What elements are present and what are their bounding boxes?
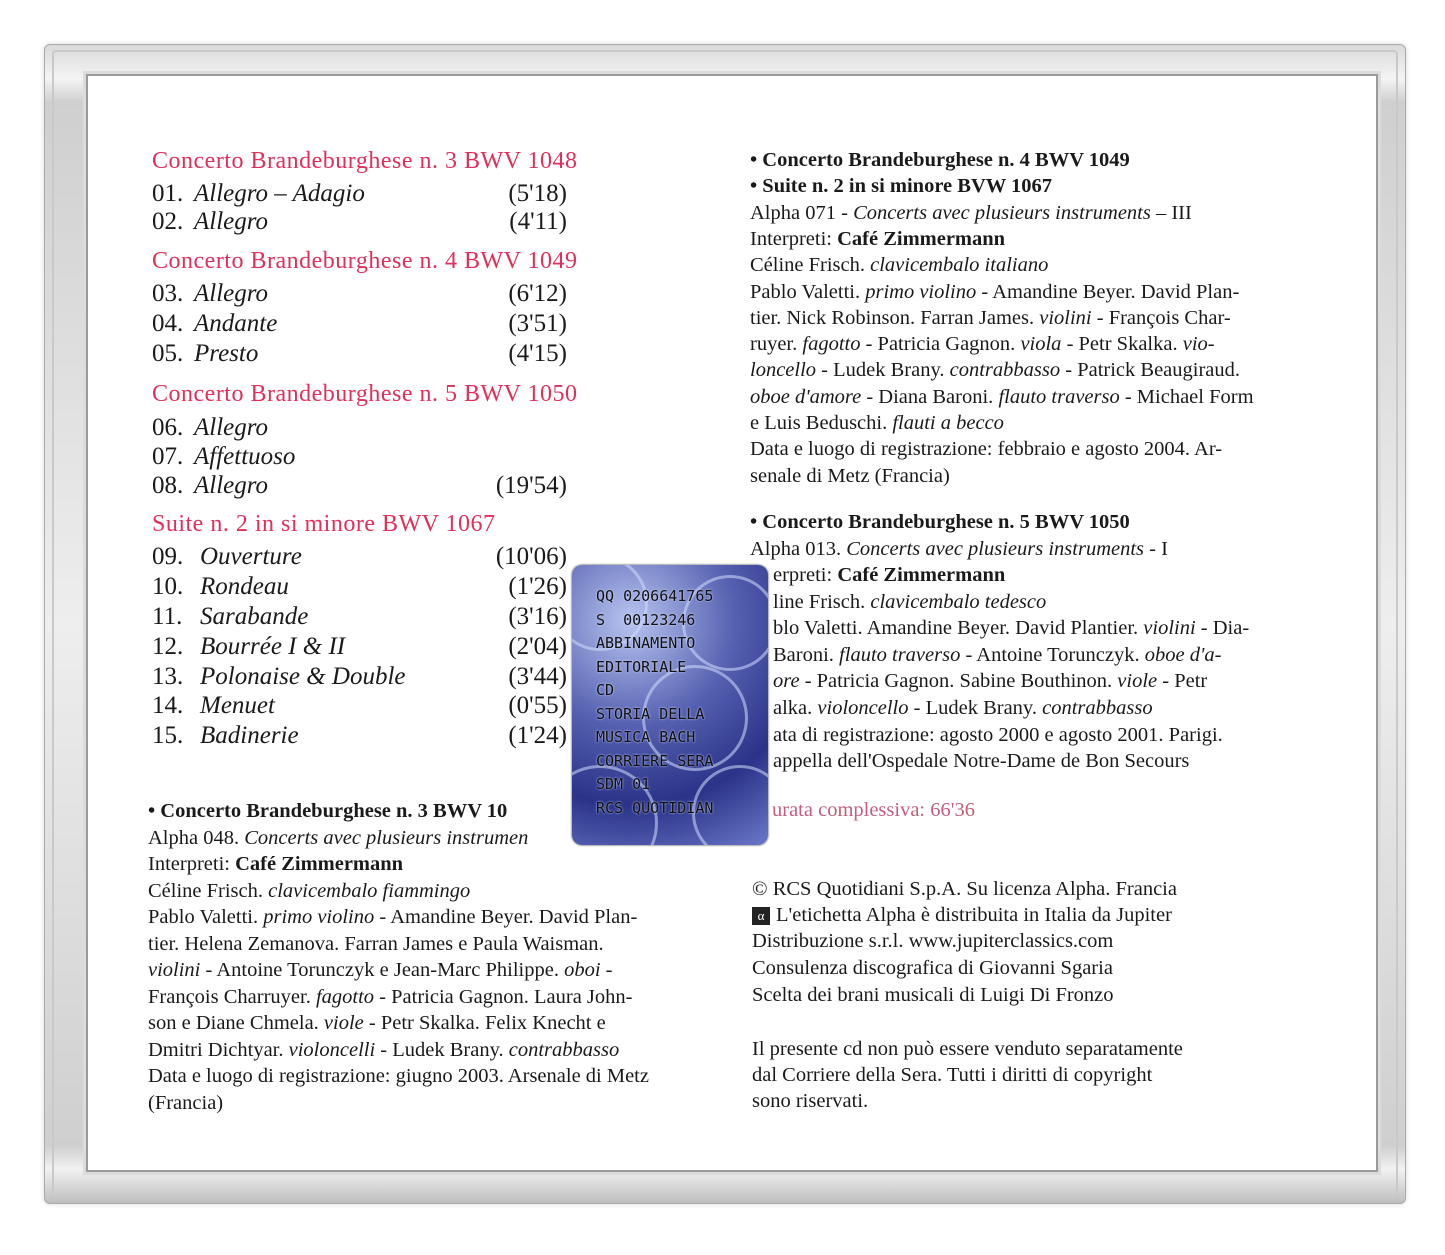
text-segment: erpreti:	[773, 564, 838, 586]
text-segment: - Patricia Gagnon.	[860, 333, 1021, 356]
text-segment: Concerts avec plusieurs instruments	[853, 201, 1151, 224]
track-number: 14.	[152, 692, 184, 719]
text-segment: Interpreti:	[148, 853, 236, 875]
text-segment: Interpreti:	[750, 227, 838, 250]
notice-text: sono riservati.	[752, 1090, 869, 1112]
text-segment: Concerts avec plusieurs instrumen	[244, 826, 529, 849]
text-segment: • Concerto Brandeburghese n. 3 BWV 10	[148, 800, 508, 822]
text-segment: flauti a becco	[892, 412, 1004, 434]
text-segment: flauto traverso	[839, 643, 961, 666]
credit-line	[148, 1092, 223, 1115]
track-title: Allegro	[194, 472, 269, 499]
track-title: Bourrée I & II	[200, 633, 346, 660]
notice-line	[752, 1090, 868, 1113]
track-title: Badinerie	[200, 722, 299, 749]
text-segment: senale di Metz (Francia)	[750, 464, 950, 487]
credit-line	[750, 228, 1005, 251]
text-segment: clavicembalo italiano	[870, 254, 1049, 277]
text-segment: - I	[1144, 537, 1168, 560]
credit-line	[148, 853, 403, 876]
copyright-line	[752, 878, 1177, 901]
text-segment: fagotto	[315, 985, 375, 1008]
text-segment: - Diana Baroni.	[861, 385, 999, 408]
text-segment: viole	[323, 1012, 364, 1034]
text-segment: violoncello	[817, 697, 909, 719]
text-segment: - Michael Form	[1119, 385, 1254, 408]
track-number: 02.	[152, 208, 184, 235]
text-segment: Café Zimmermann	[837, 564, 1006, 586]
track-title: Allegro	[194, 414, 269, 441]
credit-line	[750, 538, 1168, 561]
track-number: 03.	[152, 280, 184, 307]
credit-line	[148, 906, 637, 929]
text-segment: - Ludek Brany.	[908, 697, 1043, 719]
text-segment: Céline Frisch.	[750, 254, 871, 277]
text-segment: viole	[1117, 670, 1158, 693]
text-segment: - Ludek Brany.	[816, 359, 950, 382]
text-segment: - François Char-	[1091, 306, 1231, 329]
text-segment: - Petr	[1157, 670, 1208, 693]
text-segment: clavicembalo fiammingo	[268, 879, 471, 902]
sticker-text: QQ 0206641765 S 00123246 ABBINAMENTO EDITORIALE CD STORIA DELLA MUSICA BACH CORRIERE SERA SDM 01 RCS QUOTIDIAN	[596, 587, 714, 817]
track-duration: (4'15)	[508, 340, 567, 367]
track-duration: (1'26)	[508, 573, 567, 600]
text-segment: - Petr Skalka.	[1061, 333, 1183, 356]
track-row	[152, 663, 567, 693]
text-segment: violoncelli	[288, 1038, 376, 1061]
section-heading-text: Concerto Brandeburghese n. 4 BWV 1049	[152, 248, 578, 274]
text-segment: Data e luogo di registrazione: giugno 2003. Arsenale di Metz	[148, 1065, 649, 1087]
text-segment: clavicembalo tedesco	[870, 590, 1047, 613]
credit-line	[773, 564, 1005, 587]
track-duration: (3'44)	[508, 663, 567, 690]
text-segment: tier. Nick Robinson. Farran James.	[750, 306, 1040, 329]
text-segment: e Luis Beduschi.	[750, 412, 893, 434]
track-number: 08.	[152, 472, 184, 499]
text-segment: viola	[1020, 333, 1062, 356]
credit-line	[148, 959, 612, 982]
text-segment: son e Diane Chmela.	[148, 1012, 324, 1034]
credit-line	[750, 149, 1130, 172]
text-segment: - Dia-	[1195, 617, 1250, 640]
track-number: 07.	[152, 443, 184, 470]
text-segment: • Concerto Brandeburghese n. 4 BWV 1049	[750, 149, 1130, 171]
text-segment: - Patricia Gagnon. Laura John-	[374, 985, 633, 1008]
text-segment: - Petr Skalka. Felix Knecht e	[363, 1012, 606, 1034]
track-title: Allegro	[194, 280, 269, 307]
text-segment: flauto traverso	[998, 385, 1120, 408]
credit-line	[750, 333, 1215, 356]
text-segment: Pablo Valetti.	[148, 906, 264, 928]
notice-text: Il presente cd non può essere venduto separatamente	[752, 1038, 1183, 1060]
credit-line	[148, 1065, 649, 1088]
total-duration-text: urata complessiva: 66'36	[772, 799, 975, 821]
text-segment: line Frisch.	[773, 590, 871, 613]
text-segment: fagotto	[802, 333, 861, 356]
credit-line	[148, 880, 470, 903]
track-title: Allegro	[194, 208, 269, 235]
track-number: 09.	[152, 543, 184, 570]
track-title: Presto	[194, 340, 259, 367]
credit-line	[750, 281, 1239, 304]
track-row	[152, 280, 567, 310]
section-heading	[152, 381, 578, 408]
total-duration	[772, 799, 975, 822]
credit-line	[750, 202, 1192, 225]
track-title: Rondeau	[200, 573, 289, 600]
text-segment: ore	[773, 670, 800, 693]
credit-line	[773, 617, 1249, 640]
track-number: 12.	[152, 633, 184, 660]
track-row	[152, 692, 567, 722]
section-heading-text: Concerto Brandeburghese n. 5 BWV 1050	[152, 381, 578, 407]
text-segment: Café Zimmermann	[837, 227, 1006, 250]
track-duration: (1'24)	[508, 722, 567, 749]
track-duration: (10'06)	[495, 543, 567, 570]
credit-line	[148, 986, 633, 1009]
credit-line	[148, 933, 604, 956]
text-segment: Céline Frisch.	[148, 879, 269, 902]
section-heading-text: Concerto Brandeburghese n. 3 BWV 1048	[152, 148, 578, 174]
text-segment: Alpha 048.	[148, 826, 245, 849]
credit-line	[750, 511, 1130, 534]
text-segment: – III	[1150, 201, 1192, 224]
copyright-line	[752, 984, 1114, 1007]
track-duration: (4'11)	[509, 208, 567, 235]
track-row	[152, 414, 567, 444]
text-segment: - Amandine Beyer. David Plan-	[374, 906, 638, 928]
text-segment: -	[600, 959, 613, 981]
text-segment: oboi	[564, 959, 601, 981]
text-segment: contrabbasso	[1042, 697, 1153, 719]
text-segment: violini	[1143, 617, 1196, 640]
credit-line	[750, 386, 1254, 409]
text-segment: Alpha 071 -	[750, 201, 854, 224]
text-segment: appella dell'Ospedale Notre-Dame de Bon Secours	[773, 750, 1190, 773]
track-number: 06.	[152, 414, 184, 441]
text-segment: - Antoine Torunczyk.	[960, 643, 1145, 666]
text-segment: François Charruyer.	[148, 985, 316, 1008]
track-row	[152, 543, 567, 573]
text-segment: violini	[148, 959, 201, 981]
track-number: 13.	[152, 663, 184, 690]
track-title: Polonaise & Double	[200, 663, 406, 690]
track-title: Affettuoso	[194, 443, 296, 470]
track-title: Ouverture	[200, 543, 302, 570]
notice-text: dal Corriere della Sera. Tutti i diritti di copyright	[752, 1064, 1153, 1086]
credit-line	[773, 750, 1189, 773]
text-segment: Alpha 013.	[750, 537, 847, 560]
track-title: Menuet	[200, 692, 275, 719]
track-number: 15.	[152, 722, 184, 749]
track-row	[152, 310, 567, 340]
text-segment: Data e luogo di registrazione: febbraio e agosto 2004. Ar-	[750, 438, 1223, 461]
track-row	[152, 603, 567, 633]
section-heading	[152, 511, 496, 538]
text-segment: vio-	[1182, 333, 1215, 356]
text-segment: loncello	[750, 359, 817, 382]
text-segment: ata di registrazione: agosto 2000 e agosto 2001. Parigi.	[773, 723, 1223, 746]
text-segment: blo Valetti. Amandine Beyer. David Plantier.	[773, 617, 1144, 640]
track-row	[152, 722, 567, 752]
text-segment: primo violino	[865, 280, 977, 303]
text-segment: ruyer.	[750, 333, 803, 356]
credit-line	[148, 1012, 606, 1035]
credit-line	[773, 670, 1207, 693]
credit-line	[750, 254, 1048, 277]
credit-line	[773, 591, 1046, 614]
text-segment: • Concerto Brandeburghese n. 5 BWV 1050	[750, 511, 1130, 533]
copyright-text: Scelta dei brani musicali di Luigi Di Fronzo	[752, 984, 1114, 1006]
section-heading-text: Suite n. 2 in si minore BWV 1067	[152, 511, 496, 537]
track-duration: (0'55)	[508, 692, 567, 719]
track-title: Sarabande	[200, 603, 309, 630]
track-number: 10.	[152, 573, 184, 600]
credit-line	[750, 465, 950, 488]
credit-line	[148, 1039, 619, 1062]
text-segment: Concerts avec plusieurs instruments	[846, 537, 1145, 560]
copyright-line	[752, 957, 1113, 980]
text-segment: contrabbasso	[949, 359, 1061, 382]
section-heading	[152, 248, 578, 275]
text-segment: Pablo Valetti.	[750, 280, 866, 303]
credit-line	[773, 644, 1221, 667]
credit-line	[148, 827, 528, 850]
track-duration: (19'54)	[495, 472, 567, 499]
track-row	[152, 443, 567, 473]
copyright-text: Distribuzione s.r.l. www.jupiterclassics.com	[752, 930, 1114, 952]
credit-line	[750, 359, 1240, 382]
credit-line	[750, 438, 1222, 461]
text-segment: Dmitri Dichtyar.	[148, 1038, 289, 1061]
credit-line	[750, 175, 1052, 198]
track-duration: (5'18)	[508, 180, 567, 207]
credit-line	[750, 412, 1004, 435]
credit-line	[773, 697, 1153, 720]
credit-line	[773, 724, 1223, 747]
track-row	[152, 633, 567, 663]
credit-line	[750, 307, 1231, 330]
track-row	[152, 472, 567, 502]
text-segment: contrabbasso	[508, 1038, 620, 1061]
notice-line	[752, 1064, 1152, 1087]
track-row	[152, 340, 567, 370]
text-segment: - Patricia Gagnon. Sabine Bouthinon.	[799, 670, 1118, 693]
text-segment: primo violino	[263, 906, 375, 928]
notice-line	[752, 1038, 1183, 1061]
track-number: 04.	[152, 310, 184, 337]
track-duration: (2'04)	[508, 633, 567, 660]
track-title: Andante	[194, 310, 278, 337]
credit-line	[148, 800, 507, 823]
text-segment: Baroni.	[773, 643, 840, 666]
text-segment: • Suite n. 2 in si minore BVW 1067	[750, 175, 1053, 198]
copyright-text: L'etichetta Alpha è distribuita in Italia da Jupiter	[776, 904, 1172, 926]
copyright-text: Consulenza discografica di Giovanni Sgaria	[752, 957, 1113, 979]
track-row	[152, 573, 567, 603]
text-segment: - Antoine Torunczyk e Jean-Marc Philippe.	[200, 959, 565, 981]
track-number: 11.	[152, 603, 183, 630]
text-segment: oboe d'a-	[1144, 643, 1222, 666]
text-segment: (Francia)	[148, 1091, 224, 1114]
section-heading	[152, 148, 578, 175]
text-segment: - Patrick Beaugiraud.	[1060, 359, 1241, 382]
track-duration: (6'12)	[508, 280, 567, 307]
copyright-line	[752, 904, 1172, 927]
text-segment: - Amandine Beyer. David Plan-	[976, 280, 1240, 303]
track-number: 05.	[152, 340, 184, 367]
track-title: Allegro – Adagio	[194, 180, 365, 207]
text-segment: Café Zimmermann	[235, 853, 404, 875]
text-segment: alka.	[773, 697, 818, 719]
hologram-sticker	[572, 565, 768, 845]
track-number: 01.	[152, 180, 184, 207]
alpha-logo-icon: α	[752, 907, 770, 925]
track-duration: (3'51)	[508, 310, 567, 337]
copyright-text: © RCS Quotidiani S.p.A. Su licenza Alpha. Francia	[752, 878, 1177, 900]
text-segment: tier. Helena Zemanova. Farran James e Paula Waisman.	[148, 932, 604, 955]
text-segment: - Ludek Brany.	[375, 1038, 509, 1061]
copyright-line	[752, 930, 1113, 953]
text-segment: violini	[1039, 306, 1092, 329]
text-segment: oboe d'amore	[750, 385, 862, 408]
track-duration: (3'16)	[508, 603, 567, 630]
track-row	[152, 208, 567, 238]
track-row	[152, 180, 567, 210]
